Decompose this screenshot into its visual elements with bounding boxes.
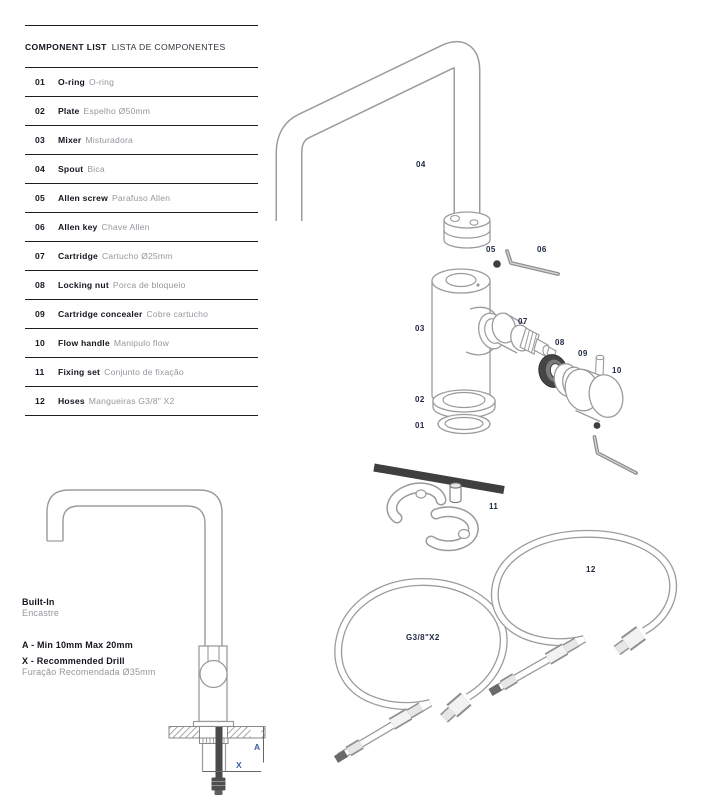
part-label-g38x2: G3/8"X2 <box>406 633 440 642</box>
component-name-en: Allen key <box>58 222 98 232</box>
component-row-09 <box>25 300 258 329</box>
component-name-en: Mixer <box>58 135 82 145</box>
component-row-11 <box>25 358 258 387</box>
allen-key-drawing <box>507 251 558 274</box>
o-ring-drawing <box>438 415 490 434</box>
component-name-pt: Manipulo flow <box>113 338 170 348</box>
part-label-02: 02 <box>415 395 425 404</box>
allen-screw-drawing <box>493 260 501 268</box>
component-row-08 <box>25 271 258 300</box>
component-name-pt: Cartucho Ø25mm <box>102 251 173 261</box>
component-row-06 <box>25 213 258 242</box>
part-label-04: 04 <box>416 160 426 169</box>
component-number: 10 <box>35 338 45 348</box>
component-number: 12 <box>35 396 45 406</box>
component-number: 07 <box>35 251 45 261</box>
component-row-01 <box>25 68 258 97</box>
component-list-rows <box>25 68 258 416</box>
part-label-06: 06 <box>537 245 547 254</box>
component-number: 09 <box>35 309 45 319</box>
part-label-11: 11 <box>489 502 499 511</box>
component-name-pt: Misturadora <box>85 135 134 145</box>
component-name-en: Cartridge concealer <box>58 309 143 319</box>
spout-drawing <box>289 54 467 221</box>
component-name-en: O-ring <box>58 77 85 87</box>
part-label-09: 09 <box>578 349 588 358</box>
fixing-set-drawing <box>374 468 504 546</box>
builtin-dim-a-note: A - Min 10mm Max 20mm <box>22 640 133 650</box>
component-list-header <box>25 25 258 68</box>
component-name-en: Cartridge <box>58 251 99 261</box>
part-label-08: 08 <box>555 338 565 347</box>
component-name-pt: Chave Allen <box>101 222 150 232</box>
component-row-04 <box>25 155 258 184</box>
component-row-05 <box>25 184 258 213</box>
component-number: 04 <box>35 164 45 174</box>
part-label-01: 01 <box>415 421 425 430</box>
part-label-10: 10 <box>612 366 622 375</box>
component-name-pt: Espelho Ø50mm <box>83 106 151 116</box>
component-name-pt: Cobre cartucho <box>146 309 209 319</box>
builtin-dim-x-desc: Furação Recomendada Ø35mm <box>22 667 156 677</box>
component-number: 01 <box>35 77 45 87</box>
component-list-title-en: COMPONENT LIST <box>25 41 107 52</box>
component-name-en: Plate <box>58 106 80 116</box>
component-name-en: Allen screw <box>58 193 108 203</box>
component-name-pt: Conjunto de fixação <box>104 367 184 377</box>
component-number: 06 <box>35 222 45 232</box>
allen-screw-2-drawing <box>594 422 601 429</box>
component-row-10 <box>25 329 258 358</box>
builtin-body-drawing <box>194 646 234 727</box>
component-list <box>25 25 258 416</box>
component-list-title-pt: LISTA DE COMPONENTES <box>111 41 226 52</box>
component-name-pt: Mangueiras G3/8" X2 <box>88 396 175 406</box>
hose-left-drawing <box>336 582 504 760</box>
component-name-en: Hoses <box>58 396 85 406</box>
builtin-note <box>22 597 156 678</box>
hose-right-drawing <box>491 534 674 693</box>
component-name-pt: O-ring <box>88 77 115 87</box>
component-name-pt: Parafuso Allen <box>111 193 171 203</box>
component-name-en: Locking nut <box>58 280 109 290</box>
component-number: 08 <box>35 280 45 290</box>
component-row-02 <box>25 97 258 126</box>
component-name-en: Fixing set <box>58 367 101 377</box>
part-label-07: 07 <box>518 317 528 326</box>
component-row-03 <box>25 126 258 155</box>
dim-label-a: A <box>254 742 261 752</box>
spout-connector-drawing <box>444 212 490 248</box>
part-label-05: 05 <box>486 245 496 254</box>
component-number: 03 <box>35 135 45 145</box>
component-number: 11 <box>35 367 45 377</box>
part-label-03: 03 <box>415 324 425 333</box>
cartridge-drawing <box>489 311 556 358</box>
dim-label-x: X <box>236 760 242 770</box>
plate-drawing <box>433 390 495 418</box>
exploded-view <box>289 54 673 759</box>
builtin-dim-x-note: X - Recommended Drill <box>22 656 125 666</box>
component-name-en: Spout <box>58 164 84 174</box>
component-number: 05 <box>35 193 45 203</box>
builtin-title: Built-In <box>22 597 55 607</box>
component-row-12 <box>25 387 258 416</box>
component-name-pt: Bica <box>87 164 105 174</box>
part-label-12: 12 <box>586 565 596 574</box>
builtin-subtitle: Encastre <box>22 608 60 618</box>
component-row-07 <box>25 242 258 271</box>
component-name-pt: Porca de bloqueio <box>112 280 186 290</box>
allen-key-2-drawing <box>595 437 637 473</box>
component-name-en: Flow handle <box>58 338 110 348</box>
component-number: 02 <box>35 106 45 116</box>
